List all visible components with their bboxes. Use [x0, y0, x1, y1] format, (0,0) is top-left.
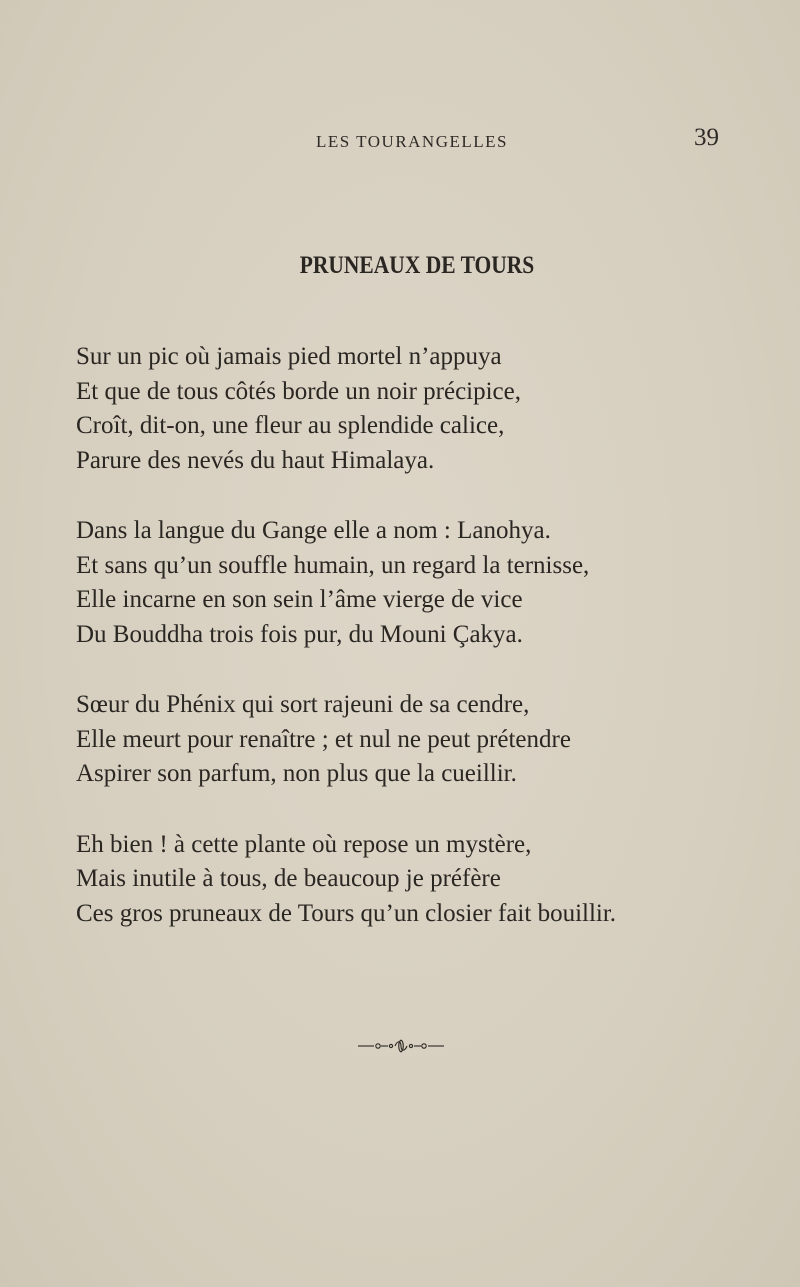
poem-title: PRUNEAUX DE TOURS	[299, 252, 535, 279]
poem-line: Du Bouddha trois fois pur, du Mouni Çakya.	[76, 620, 523, 648]
running-title: LES TOURANGELLES	[316, 132, 508, 151]
stanza-2	[76, 514, 726, 652]
floral-tailpiece-ornament-icon	[358, 1038, 444, 1054]
poem-line: Parure des nevés du haut Himalaya.	[76, 446, 435, 474]
poem-line: Croît, dit-on, une fleur au splendide calice,	[76, 412, 505, 439]
stanza-4	[76, 828, 726, 932]
page-number: 39	[694, 124, 719, 151]
poem-line: Sœur du Phénix qui sort rajeuni de sa cendre,	[76, 691, 530, 718]
poem-line: Elle incarne en son sein l’âme vierge de vice	[76, 586, 523, 613]
poem-line: Sur un pic où jamais pied mortel n’appuya	[76, 343, 502, 370]
poem-line: Dans la langue du Gange elle a nom : Lanohya.	[76, 517, 551, 544]
poem-line: Elle meurt pour renaître ; et nul ne peut prétendre	[76, 725, 571, 753]
stanza-1	[76, 340, 726, 478]
stanza-3	[76, 688, 726, 792]
poem-line: Aspirer son parfum, non plus que la cueillir.	[76, 760, 517, 787]
poem-body	[76, 340, 726, 967]
poem-line: Eh bien ! à cette plante où repose un mystère,	[76, 830, 532, 858]
poem-line: Mais inutile à tous, de beaucoup je préfère	[76, 865, 501, 892]
poem-line: Ces gros pruneaux de Tours qu’un closier fait bouillir.	[76, 899, 617, 927]
poem-line: Et sans qu’un souffle humain, un regard la ternisse,	[76, 551, 590, 579]
poem-line: Et que de tous côtés borde un noir précipice,	[76, 377, 521, 405]
